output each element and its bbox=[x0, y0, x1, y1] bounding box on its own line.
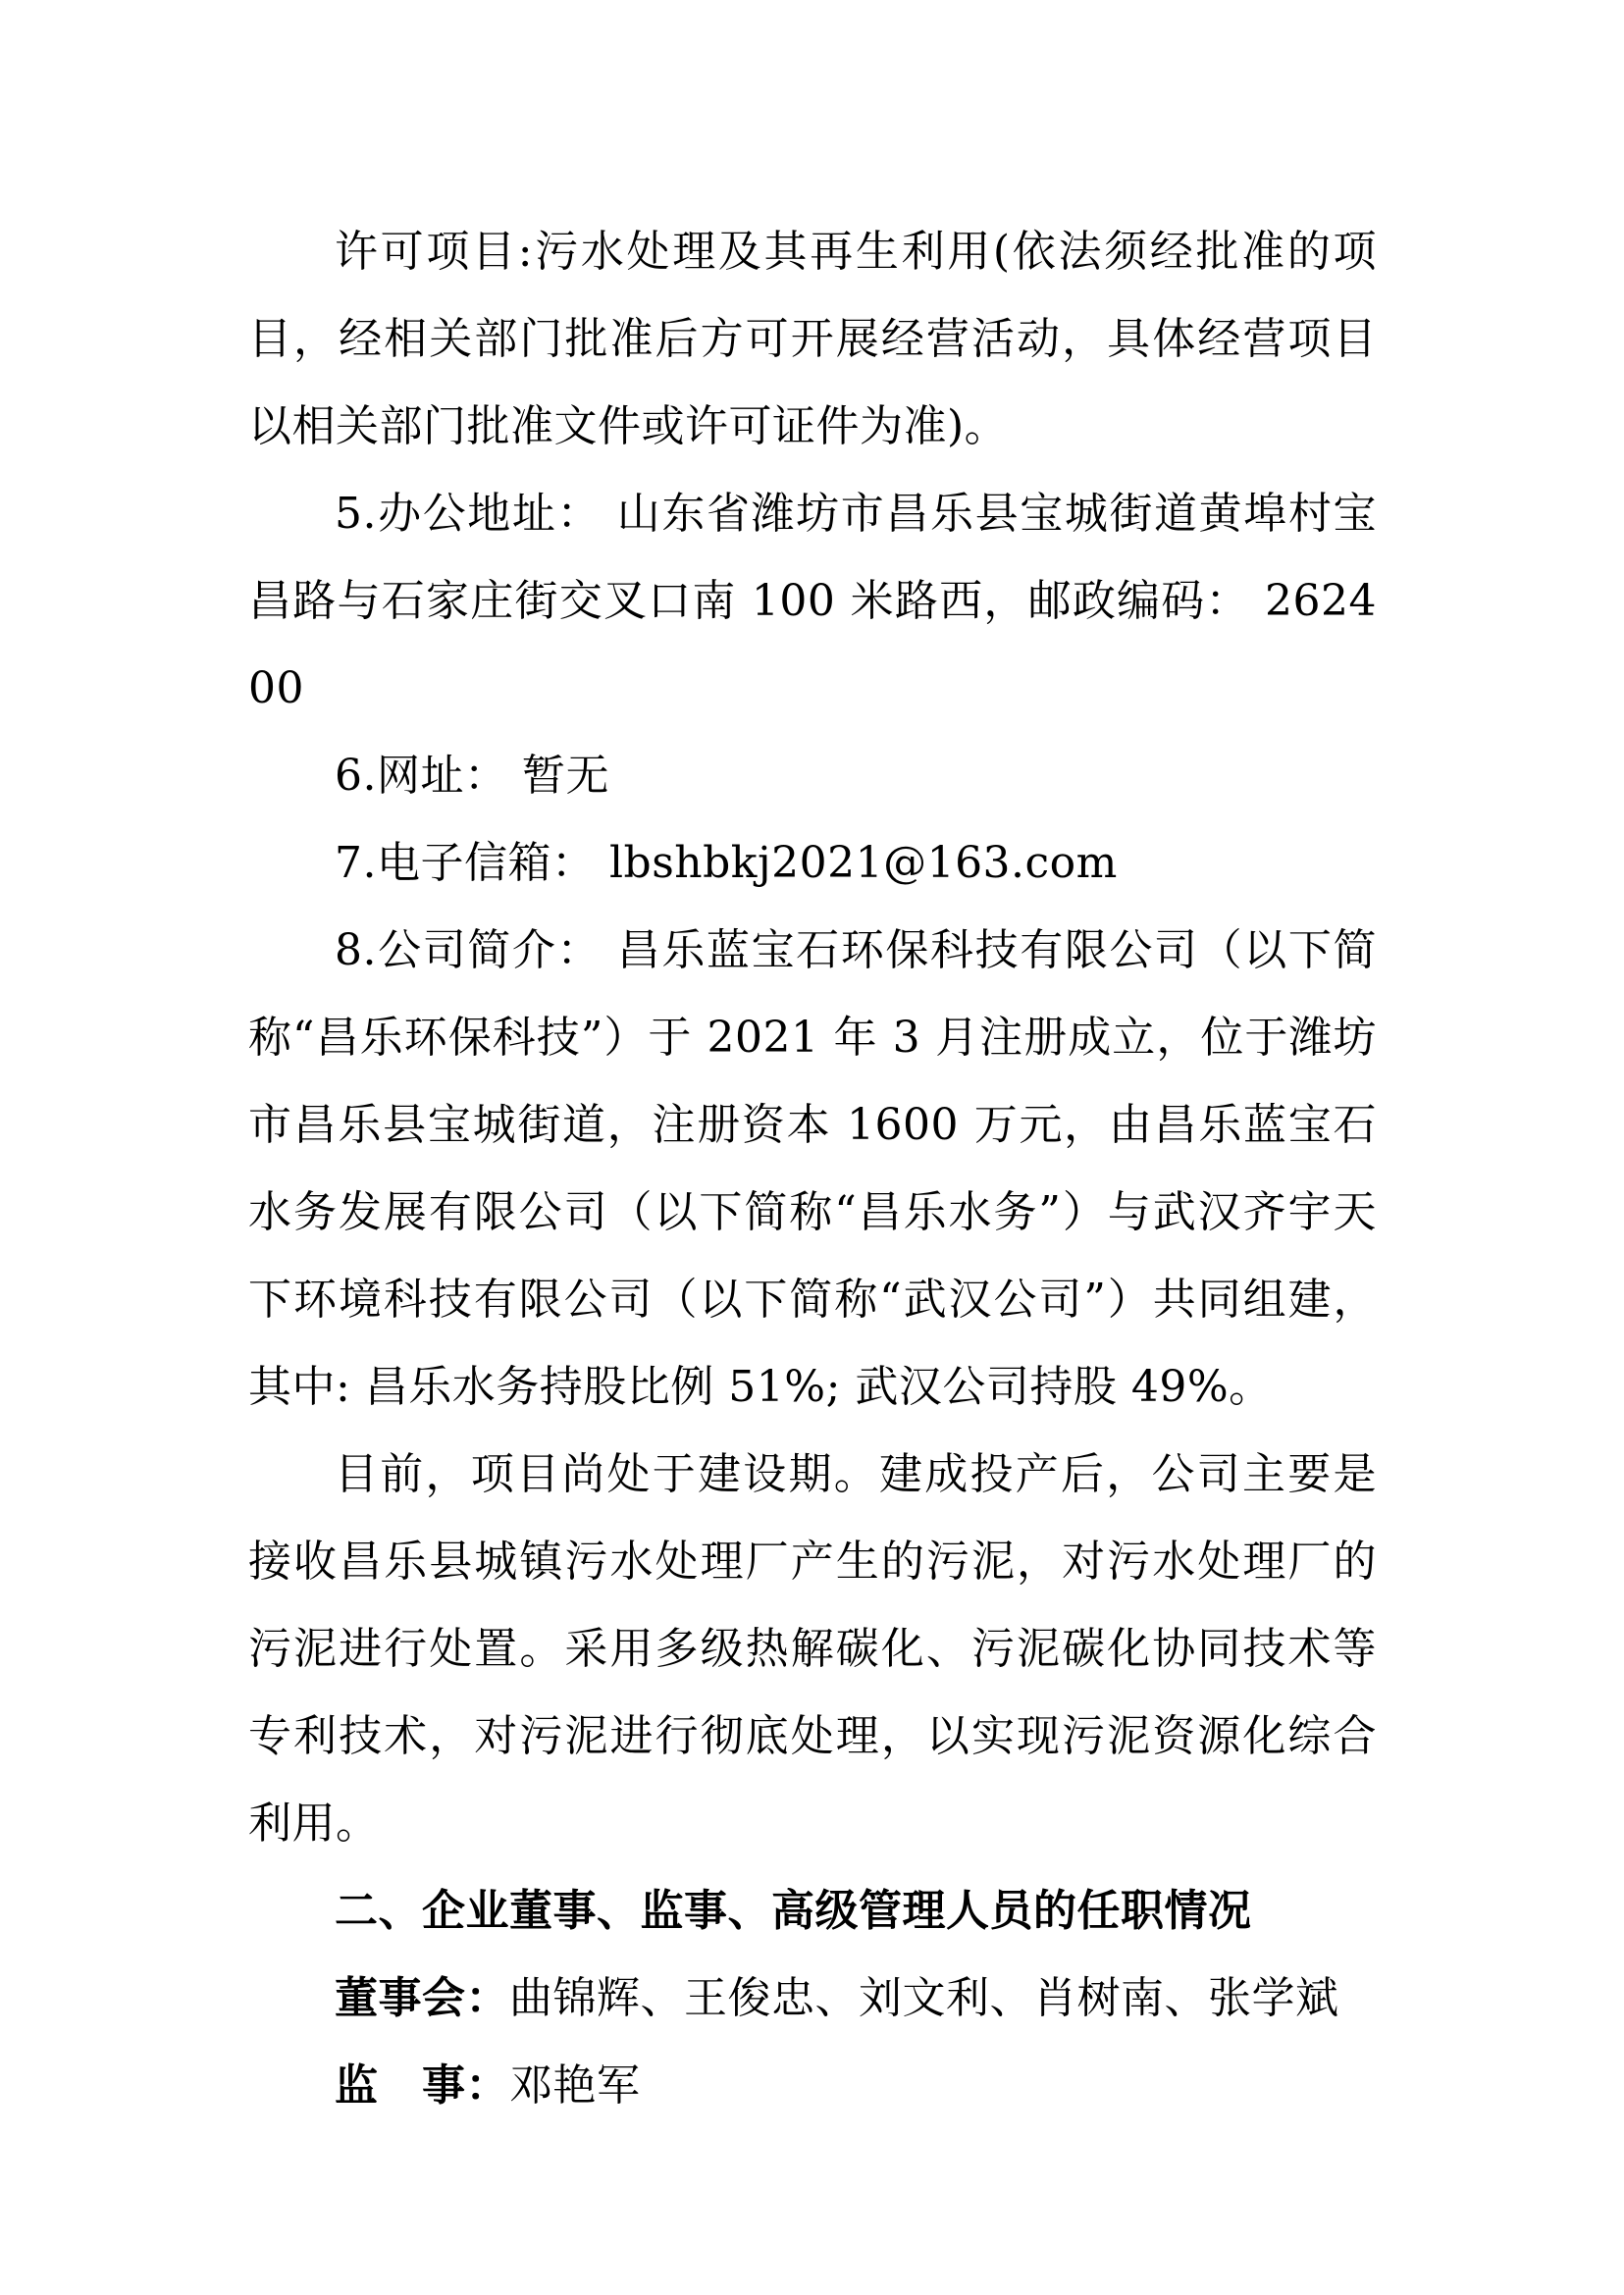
section-heading-officers: 二、企业董事、监事、高级管理人员的任职情况 bbox=[335, 1886, 1252, 1936]
supervisor-line bbox=[248, 2042, 1377, 2129]
document-text-block bbox=[248, 208, 1377, 2129]
paragraph-license-scope: 许可项目:污水处理及其再生利用(依法须经批准的项目，经相关部门批准后方可开展经营活动，具体经营项目以相关部门批准文件或许可证件为准)。 bbox=[248, 227, 1377, 451]
paragraph-website: 6.网址： 暂无 bbox=[335, 751, 609, 801]
board-of-directors-line bbox=[248, 1955, 1377, 2042]
paragraph-office-address: 5.办公地址： 山东省潍坊市昌乐县宝城街道黄埠村宝昌路与石家庄街交叉口南 100 米路西，邮政编码： 262400 bbox=[248, 489, 1377, 713]
board-members: 曲锦辉、王俊忠、刘文利、肖树南、张学斌 bbox=[509, 1973, 1339, 2023]
supervisor-name: 邓艳军 bbox=[509, 2060, 641, 2111]
supervisor-label: 监 事： bbox=[335, 2060, 509, 2111]
paragraph-company-profile: 8.公司简介： 昌乐蓝宝石环保科技有限公司（以下简称“昌乐环保科技”）于 2021 年 3 月注册成立，位于潍坊市昌乐县宝城街道，注册资本 1600 万元，由昌乐蓝宝石水务发展有限公司（以下简称“昌乐水务”）与武汉齐宇天下环境科技有限公司（以下简称“武汉公司”）共同组建，其中: 昌乐水务持股比例 51%; 武汉公司持股 49%。 bbox=[248, 925, 1377, 1412]
paragraph-project-status: 目前，项目尚处于建设期。建成投产后，公司主要是接收昌乐县城镇污水处理厂产生的污泥，对污水处理厂的污泥进行处置。采用多级热解碳化、污泥碳化协同技术等专利技术，对污泥进行彻底处理，以实现污泥资源化综合利用。 bbox=[248, 1449, 1377, 1849]
paragraph-email: 7.电子信箱： lbshbkj2021@163.com bbox=[335, 838, 1118, 888]
board-label: 董事会： bbox=[335, 1973, 509, 2023]
